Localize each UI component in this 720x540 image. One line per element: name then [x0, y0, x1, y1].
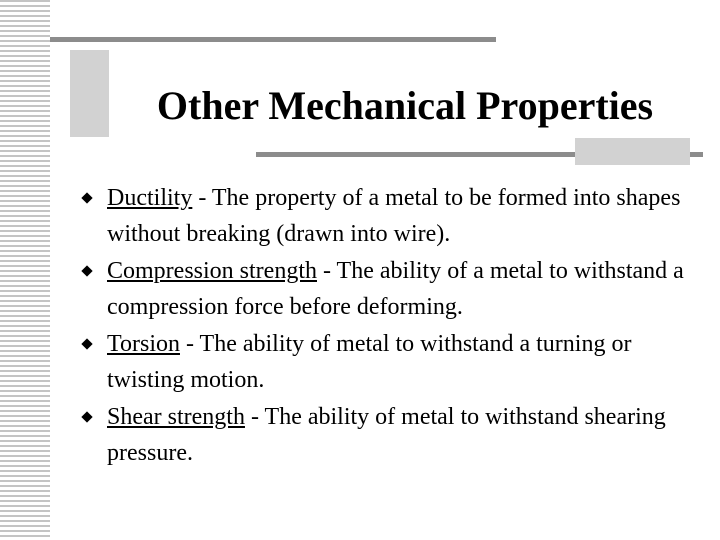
slide-title: Other Mechanical Properties — [156, 83, 654, 128]
bullet-definition: - The ability of metal to withstand a turning or twisting motion. — [107, 331, 632, 393]
bullet-term: Shear strength — [107, 404, 245, 430]
title-right-accent-block — [575, 138, 690, 165]
diamond-bullet-icon — [81, 411, 92, 422]
diamond-bullet-icon — [81, 265, 92, 276]
bullet-term: Torsion — [107, 331, 180, 357]
bullet-item-ductility — [80, 180, 690, 252]
title-left-accent-block — [70, 50, 109, 137]
bullet-item-torsion — [80, 326, 690, 398]
bullet-definition: - The ability of a metal to withstand a compression force before deforming. — [107, 258, 684, 320]
bullet-term: Compression strength — [107, 258, 317, 284]
title-top-rule — [50, 37, 496, 42]
bullet-item-compression-strength — [80, 253, 690, 325]
bullet-definition: - The ability of metal to withstand shearing pressure. — [107, 404, 666, 466]
bullet-list — [80, 180, 690, 472]
diamond-bullet-icon — [81, 192, 92, 203]
left-striped-margin — [0, 0, 50, 540]
bullet-item-shear-strength — [80, 399, 690, 471]
bullet-definition: - The property of a metal to be formed into shapes without breaking (drawn into wire). — [107, 185, 681, 247]
bullet-term: Ductility — [107, 185, 193, 211]
diamond-bullet-icon — [81, 338, 92, 349]
